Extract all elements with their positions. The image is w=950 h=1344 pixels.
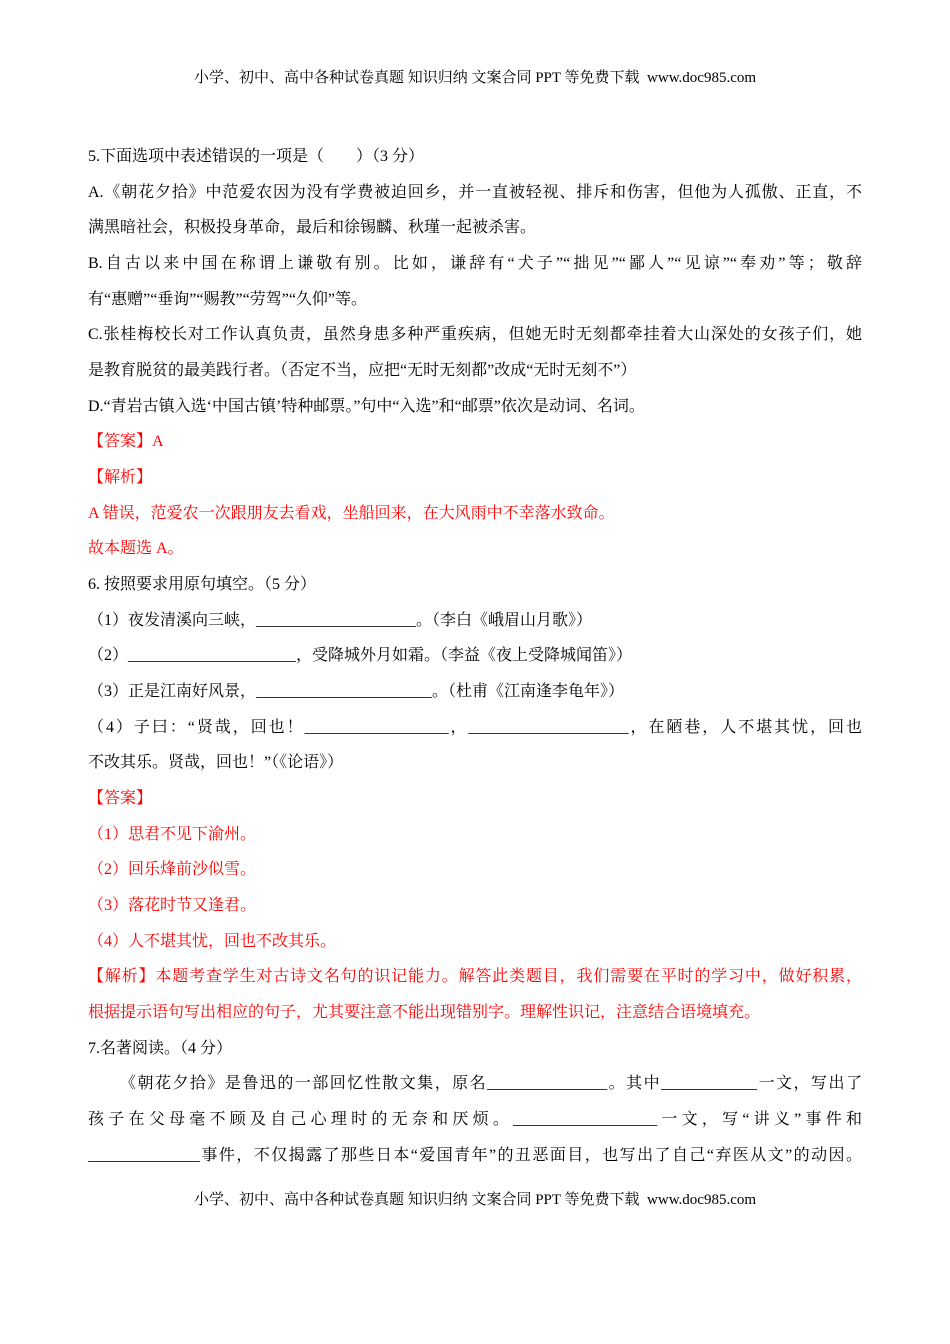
option-a <box>88 175 862 246</box>
question-5 <box>88 139 862 567</box>
answer-value: A <box>152 433 164 451</box>
question-7-stem: 7.名著阅读。（4 分） <box>88 1039 233 1057</box>
option-d <box>88 389 862 425</box>
answer-tag: 【答案】 <box>88 433 153 451</box>
question-6-analysis-line: 根据提示语句写出相应的句子，尤其要注意不能出现错别字。理解性识记，注意结合语境填充。 <box>88 1004 761 1022</box>
option-b-line: 有“惠赠”“垂询”“赐教”“劳驾”“久仰”等。 <box>88 290 368 308</box>
question-5-stem: 5.下面选项中表述错误的一项是（ ）（3 分） <box>88 148 425 165</box>
option-b-line: B.自古以来中国在称谓上谦敬有别。比如，谦辞有“犬子”“拙见”“鄙人”“见谅”“奉劝”等；敬辞 <box>88 255 862 273</box>
option-c <box>88 317 862 388</box>
fill-item-4-line: 不改其乐。贤哉，回也！”（《论语》） <box>88 754 344 772</box>
question-5-answer <box>88 424 862 460</box>
fill-item-3: （3）正是江南好风景，______________________。（杜甫《江南逢李龟年》） <box>88 683 625 701</box>
question-6 <box>88 567 862 1031</box>
fill-item-2: （2）_____________________，受降城外月如霜。（李益《夜上受降城闻笛》） <box>88 647 633 665</box>
question-5-analysis-line: 故本题选 A。 <box>88 540 184 558</box>
question-6-analysis-line <box>88 959 862 995</box>
option-a-line: 满黑暗社会，积极投身革命，最后和徐锡麟、秋瑾一起被杀害。 <box>88 219 537 237</box>
option-d-line: D.“青岩古镇入选‘中国古镇’特种邮票。”句中“入选”和“邮票”依次是动词、名词。 <box>88 397 645 415</box>
option-c-line: 是教育脱贫的最美践行者。（否定不当，应把“无时无刻都”改成“无时无刻不”） <box>88 362 637 380</box>
analysis-tag: 【解析】 <box>88 968 156 986</box>
analysis-text: 本题考查学生对古诗文名句的识记能力。解答此类题目，我们需要在平时的学习中，做好积累， <box>155 968 862 986</box>
fill-item-4 <box>88 710 862 781</box>
question-6-answer-line: （3）落花时节又逢君。 <box>88 897 257 915</box>
question-6-answer-line: （1）思君不见下渝州。 <box>88 825 257 843</box>
question-6-answer-line: （2）回乐烽前沙似雪。 <box>88 861 257 879</box>
page-footer: 小学、初中、高中各种试卷真题 知识归纳 文案合同 PPT 等免费下载 www.doc985.com <box>193 1192 757 1208</box>
question-7-paragraph-line: 孩子在父母毫不顾及自己心理时的无奈和厌烦。__________________一文，写“讲义”事件和 <box>88 1111 862 1129</box>
page-header: 小学、初中、高中各种试卷真题 知识归纳 文案合同 PPT 等免费下载 www.doc985.com <box>193 70 757 86</box>
fill-item-4-line: （4）子曰：“贤哉，回也！__________________，____________________，在陋巷，人不堪其忧，回也 <box>88 718 862 736</box>
question-6-stem: 6. 按照要求用原句填空。（5 分） <box>88 576 317 594</box>
option-b <box>88 246 862 317</box>
question-7-paragraph-line: ______________事件，不仅揭露了那些日本“爱国青年”的丑恶面目，也写出了自己“弃医从文”的动因。 <box>88 1146 862 1164</box>
question-7-paragraph-line: 《朝花夕拾》是鲁迅的一部回忆性散文集，原名_______________。其中____________一文，写出了 <box>120 1075 862 1093</box>
option-c-line: C.张桂梅校长对工作认真负责，虽然身患多种严重疾病，但她无时无刻都牵挂着大山深处的女孩子们，她 <box>88 326 862 344</box>
document-body <box>88 139 862 1173</box>
question-7 <box>88 1031 862 1174</box>
question-6-answer-line: （4）人不堪其忧，回也不改其乐。 <box>88 932 337 950</box>
question-6-answer-tag: 【答案】 <box>88 790 153 808</box>
question-5-analysis-tag: 【解析】 <box>88 469 153 487</box>
question-5-analysis-line: A 错误，范爱农一次跟朋友去看戏，坐船回来，在大风雨中不幸落水致命。 <box>88 504 615 522</box>
fill-item-1: （1）夜发清溪向三峡，____________________。（李白《峨眉山月歌》） <box>88 611 593 629</box>
option-a-line: A.《朝花夕拾》中范爱农因为没有学费被迫回乡，并一直被轻视、排斥和伤害，但他为人孤傲、正直，不 <box>88 183 862 201</box>
